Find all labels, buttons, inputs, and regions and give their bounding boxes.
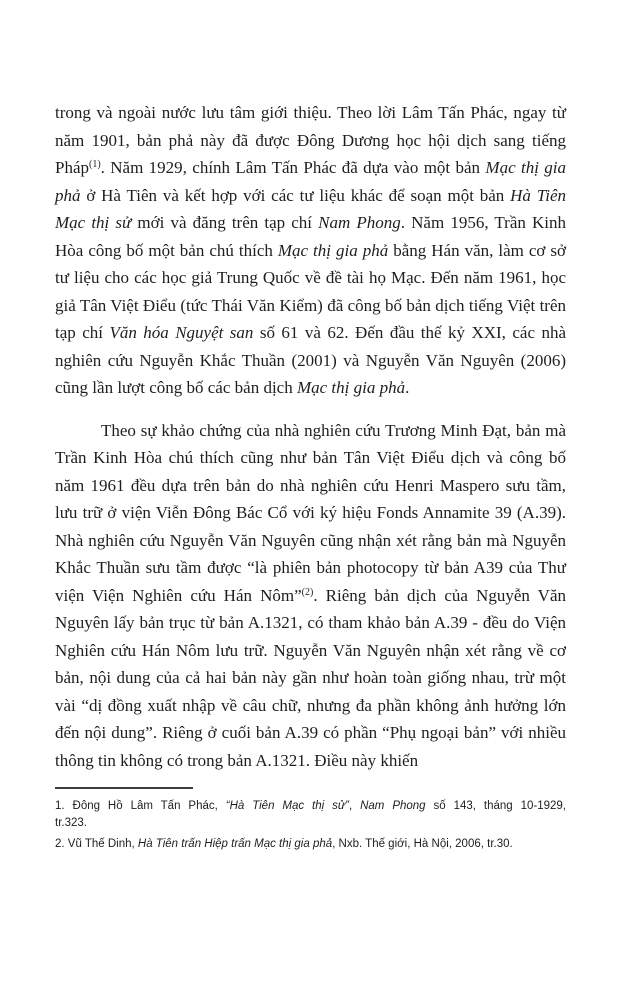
footnote-marker: (1): [89, 159, 101, 170]
text-run: số 61 và 62. Đến đầu thế kỷ XXI, các nhà nghiên cứu Nguyễn Khắc Thuần (2001) và Nguyễn Văn Nguyên (2006) cũng lần lượt công bố các bản dịch: [55, 323, 566, 397]
text-run: , Nxb. Thế giới, Hà Nội, 2006, tr.30.: [332, 838, 513, 850]
text-run: . Riêng bản dịch của Nguyễn Văn Nguyên lấy bản trục từ bản A.1321, có tham khảo bản A.39 - đều do Viện Nghiên cứu Hán Nôm lưu trữ. Nguyễn Văn Nguyên nhận xét rằng về cơ bản, nội dung của cả hai bản này gần như hoàn toàn giống nhau, trừ một vài “dị đồng xuất nhập về câu chữ, nhưng đa phần không ảnh hưởng lớn đến nội dung”. Riêng ở cuối bản A.39 có phần “Phụ ngoại bản” với nhiều thông tin không có trong bản A.1321. Điều này khiến: [55, 585, 566, 770]
footnote-separator-rule: [55, 787, 193, 789]
text-run: ,: [348, 800, 361, 812]
text-run: số 143, tháng 10-1929,: [425, 800, 566, 812]
italic-text-run: Hà Tiên trấn Hiệp trấn Mạc thị gia phả: [137, 838, 333, 850]
text-run: mới và đăng trên tạp chí: [131, 213, 319, 232]
footnote-1: [55, 798, 566, 832]
footnote-2: [55, 836, 566, 853]
paragraph-1: [55, 99, 566, 402]
italic-text-run: Hà Tiên Mạc thị sử: [55, 185, 566, 232]
italic-text-run: “Hà Tiên Mạc thị sử”: [225, 800, 349, 812]
italic-text-run: Mạc thị gia phả: [296, 378, 406, 397]
italic-text-run: Mạc thị gia phả: [55, 158, 566, 205]
text-run: ở Hà Tiên và kết hợp với các tư liệu khác để soạn một bản: [80, 185, 511, 205]
footnote-marker: (2): [301, 586, 314, 598]
italic-text-run: Văn hóa Nguyệt san: [109, 323, 254, 342]
text-run: Theo sự khảo chứng của nhà nghiên cứu Trương Minh Đạt, bản mà Trần Kinh Hòa chú thích cũng như bản Tân Việt Điểu dịch và công bố năm 1961 đều dựa trên bản do nhà nghiên cứu Henri Maspero sưu tầm, lưu trữ ở viện Viễn Đông Bác Cổ với ký hiệu Fonds Annamite 39 (A.39). Nhà nghiên cứu Nguyễn Văn Nguyên cũng nhận xét rằng bản mà Nguyễn Khắc Thuần sưu tầm được “là phiên bản photocopy từ bản A39 của Thư viện Viện Nghiên cứu Hán Nôm”: [55, 420, 566, 605]
text-run: . Năm 1929, chính Lâm Tấn Phác đã dựa vào một bản: [100, 158, 486, 177]
body-text: [55, 99, 566, 774]
text-run: trong và ngoài nước lưu tâm giới thiệu. Theo lời Lâm Tấn Phác, ngay từ năm 1901, bản phả này đã được Đông Dương học hội dịch sang tiếng Pháp: [55, 103, 566, 177]
text-run: 1. Đông Hồ Lâm Tấn Phác,: [55, 800, 226, 812]
paragraph-2: [55, 417, 566, 775]
text-run: tr.323.: [55, 817, 87, 829]
text-run: . Năm 1956, Trần Kinh Hòa công bố một bản chú thích: [55, 213, 567, 260]
italic-text-run: Mạc thị gia phả: [277, 240, 389, 260]
text-run: .: [405, 378, 410, 397]
italic-text-run: Nam Phong: [318, 213, 401, 232]
text-run: 2. Vũ Thế Dinh,: [55, 838, 138, 850]
italic-text-run: Nam Phong: [360, 800, 426, 812]
text-run: bằng Hán văn, làm cơ sở tư liệu cho các học giả Trung Quốc về đề tài họ Mạc. Đến năm 1961, học giả Tân Việt Điểu (tức Thái Văn Kiểm) đã công bố bản dịch tiếng Việt trên tạp chí: [55, 240, 566, 342]
footnote-area: [55, 787, 566, 853]
